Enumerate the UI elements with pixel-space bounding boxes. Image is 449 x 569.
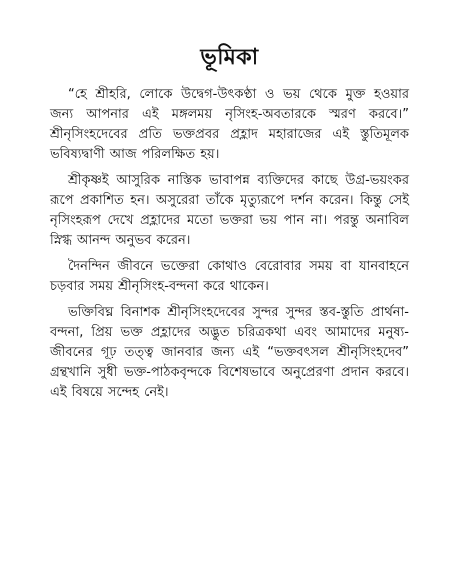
paragraph-4: ভক্তিবিঘ্ন বিনাশক শ্রীনৃসিংহদেবের সুন্দর সুন্দর স্তব-স্তুতি প্রার্থনা-বন্দনা, প্রিয় ভক্ত প্রহ্লাদের অদ্ভুত চরিত্রকথা এবং আমাদের মনুষ্য-জীবনের গূঢ় তত্ত্ব জানবার জন্য এই “ভক্তবৎসল শ্রীনৃসিংহদেব” গ্রন্থখানি সুধী ভক্ত-পাঠকবৃন্দকে বিশেষভাবে অনুপ্রেরণা প্রদান করবে। এই বিষয়ে সন্দেহ নেই। — [50, 305, 409, 400]
paragraph-1: “হে শ্রীহরি, লোকে উদ্বেগ-উৎকণ্ঠা ও ভয় থেকে মুক্ত হওয়ার জন্য আপনার এই মঙ্গলময় নৃসিংহ-অবতারকে স্মরণ করবে।” শ্রীনৃসিংহদেবের প্রতি ভক্তপ্রবর প্রহ্লাদ মহারাজের এই স্তুতিমূলক ভবিষ্যদ্বাণী আজ পরিলক্ষিত হয়। — [50, 87, 409, 162]
page-title: ভূমিকা — [200, 45, 259, 70]
paragraph-3: দৈনন্দিন জীবনে ভক্তেরা কোথাও বেরোবার সময় বা যানবাহনে চড়বার সময় শ্রীনৃসিংহ-বন্দনা করে থাকেন। — [50, 259, 409, 294]
paragraph-2: শ্রীকৃষ্ণই আসুরিক নাস্তিক ভাবাপন্ন ব্যক্তিদের কাছে উগ্র-ভয়ংকর রূপে প্রকাশিত হন। অসুরেরা তাঁকে মৃত্যুরূপে দর্শন করেন। কিন্তু সেই নৃসিংহরূপ দেখে প্রহ্লাদের মতো ভক্তরা ভয় পান না। পরন্তু অনাবিল স্নিগ্ধ আনন্দ অনুভব করেন। — [50, 173, 409, 248]
